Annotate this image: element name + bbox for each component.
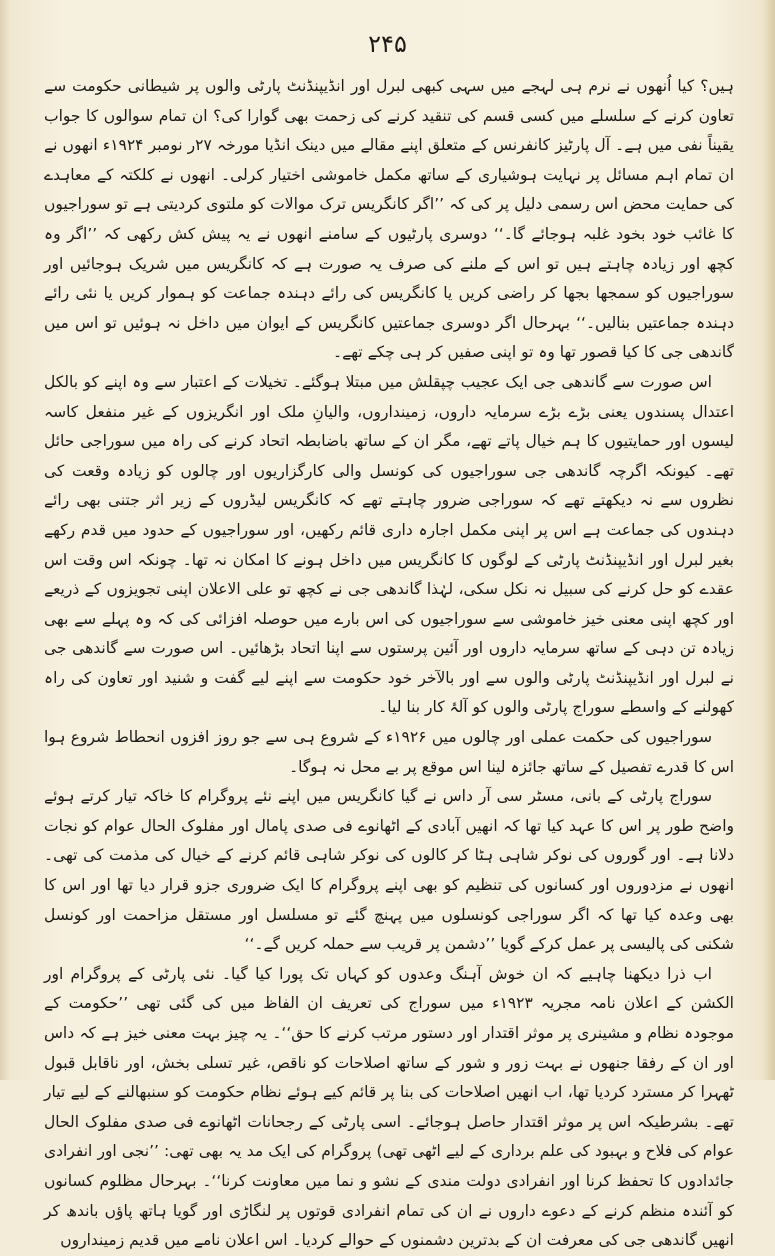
paragraph-5: اب ذرا دیکھنا چاہیے کہ ان خوش آہنگ وعدوں کو کہاں تک پورا کیا گیا۔ نئی پارٹی کے پروگرام اور الکشن کے اعلان نامہ مجریہ ۱۹۲۳ء میں سوراج کی تعریف ان الفاظ میں کی گئی تھی ’’حکومت کے موجودہ نظام و مشینری پر موثر اقتدار اور دستور مرتب کرنے کا حق‘‘۔ یہ چیز بہت معنی خیز ہے کہ داس اور ان کے رفقا جنھوں نے بہت زور و شور کے ساتھ اصلاحات کو ناقص، غیر تسلی بخش، اور ناقابل قبول ٹھہرا کر مسترد کردیا تھا، اب انھیں اصلاحات کی بنا پر قائم کیے ہوئے نظام حکومت کو سنبھالنے کے لیے تیار تھے۔ بشرطیکہ اس پر موثر اقتدار حاصل ہوجائے۔ اسی پارٹی کے رجحانات اٹھانوے فی صدی مفلوک الحال عوام کی فلاح و بہبود کی علم برداری کے لیے اٹھی تھی) پروگرام کی ایک مد یہ بھی تھی: ’’نجی اور انفرادی جائدادوں کا تحفظ کرنا اور انفرادی دولت مندی کے نشو و نما میں معاونت کرنا‘‘۔ بہرحال مظلوم کسانوں کو آئندہ منظم کرنے کے دعوے داروں نے ان کی تمام انفرادی قوتوں پر لنگاڑی اور گویا ہاتھ پاؤں باندھ کر انھیں گاندھی جی کی معرفت ان کے بدترین دشمنوں کے حوالے کردیا۔ اس اعلان نامے میں قدیم زمینداروں [44,964,734,1250]
paragraph-3: سوراجیوں کی حکمت عملی اور چالوں میں ۱۹۲۶ء کے شروع ہی سے جو روز افزوں انحطاط شروع ہوا اس کا قدرے تفصیل کے ساتھ جائزہ لینا اس موقع پر بے محل نہ ہوگا۔ [44,728,734,776]
page-body [44,72,734,1256]
page-shadow-left [0,0,10,1080]
page-number: ۲۴۵ [368,30,407,58]
paragraph-2: اس صورت سے گاندھی جی ایک عجیب چپقلش میں مبتلا ہوگئے۔ تخیلات کے اعتبار سے وہ اپنے کو بالکل اعتدال پسندوں یعنی بڑے بڑے سرمایہ داروں، زمینداروں، والیانِ ملک اور انگریزوں کے غیر منفعل کاسہ لیسوں اور حمایتیوں کا ہم خیال پاتے تھے، مگر ان کے ساتھ باضابطہ اتحاد کرنے کی راہ میں سوراجی حائل تھے۔ کیونکہ اگرچہ گاندھی جی سوراجیوں کی کونسل والی کارگزاریوں اور چالوں کو زیادہ وقعت کی نظروں سے نہ دیکھتے تھے کہ سوراجی ضرور چاہتے تھے کہ کانگریس لیڈروں کے زیر اثر جتنی بھی رائے دہندوں کی جماعت ہے اس پر اپنی مکمل اجارہ داری قائم رکھیں، اور سوراجیوں کے حدود میں قدم رکھے بغیر لبرل اور انڈیپنڈنٹ پارٹی کے لوگوں کا کانگریس میں داخل ہونے کا امکان نہ تھا۔ چونکہ اس وقت اس عقدے کو حل کرنے کی سبیل نہ نکل سکی، لہٰذا گاندھی جی نے کچھ تو علی الاعلان اپنی تجویزوں کے ذریعے اور کچھ اپنی معنی خیز خاموشی سے سوراجیوں کی اس بارے میں حوصلہ افزائی کی کہ وہ پہلے سے بھی زیادہ تن دہی کے ساتھ سرمایہ داروں اور آئین پرستوں سے اپنا اتحاد بڑھائیں۔ اس صورت سے گاندھی جی نے لبرل اور انڈیپنڈنٹ پارٹی والوں سے اور بالآخر خود حکومت سے اپنے لیے گفت و شنید اور تعاون کی راہ کھولنے کے واسطے سوراج پارٹی والوں کو آلۂ کار بنا لیا۔ [44,372,734,717]
paragraph-1: ہیں؟ کیا اُنھوں نے نرم ہی لہجے میں سہی کبھی لبرل اور انڈیپنڈنٹ پارٹی والوں پر شیطانی حکومت سے تعاون کرنے کے سلسلے میں کسی قسم کی تنقید کرنے کی زحمت بھی گوارا کی؟ ان تمام سوالوں کا جواب یقیناً نفی میں ہے۔ آل پارٹیز کانفرنس کے متعلق اپنے مقالے میں دینک انڈیا مورخہ ۲۷ر نومبر ۱۹۲۴ء انھوں نے ان تمام اہم مسائل پر نہایت ہوشیاری کے ساتھ مکمل خاموشی اختیار کرلی۔ انھوں نے کلکتہ کے معاہدے کی حمایت محض اس رسمی دلیل پر کی کہ ’’اگر کانگریس ترک موالات کو ملتوی کردیتی ہے تو سوراجیوں کا غائب خود بخود غلبہ ہوجائے گا۔‘‘ دوسری پارٹیوں کے سامنے انھوں نے یہ پیش کش رکھی کہ ’’اگر وہ کچھ اور زیادہ چاہتے ہیں تو اس کے ملنے کی صرف یہ صورت ہے کہ کانگریس میں شریک ہوجائیں اور سوراجیوں کو سمجھا بجھا کر راضی کریں یا کانگریس کی رائے دہندہ جماعت کو ہموار کریں یا نئی رائے دہندہ جماعتیں بنالیں۔‘‘ بہرحال اگر دوسری جماعتیں کانگریس کے ایوان میں داخل نہ ہوئیں تو اس میں گاندھی جی کا کیا قصور تھا وہ تو اپنی صفیں کر ہی چکے تھے۔ [44,77,734,362]
paragraph-4: سوراج پارٹی کے بانی، مسٹر سی آر داس نے گیا کانگریس میں اپنے نئے پروگرام کا خاکہ تیار کرتے ہوئے واضح طور پر اس کا عہد کیا تھا کہ انھیں آبادی کے اٹھانوے فی صدی پامال اور مفلوک الحال عوام کو نجات دلانا ہے۔ اور گوروں کی نوکر شاہی ہٹا کر کالوں کی نوکر شاہی قائم کرنے کے خیال کی مذمت کی تھی۔ انھوں نے مزدوروں اور کسانوں کی تنظیم کو بھی اپنے پروگرام کا ایک ضروری جزو قرار دیا تھا اور اس کا بھی وعدہ کیا تھا کہ اگر سوراجی کونسلوں میں پہنچ گئے تو مسلسل اور مستقل مزاحمت اور کونسل شکنی کی پالیسی پر عمل کرکے گویا ’’دشمن پر قریب سے حملہ کریں گے۔‘‘ [44,787,734,954]
page-shadow-right [763,0,775,1080]
